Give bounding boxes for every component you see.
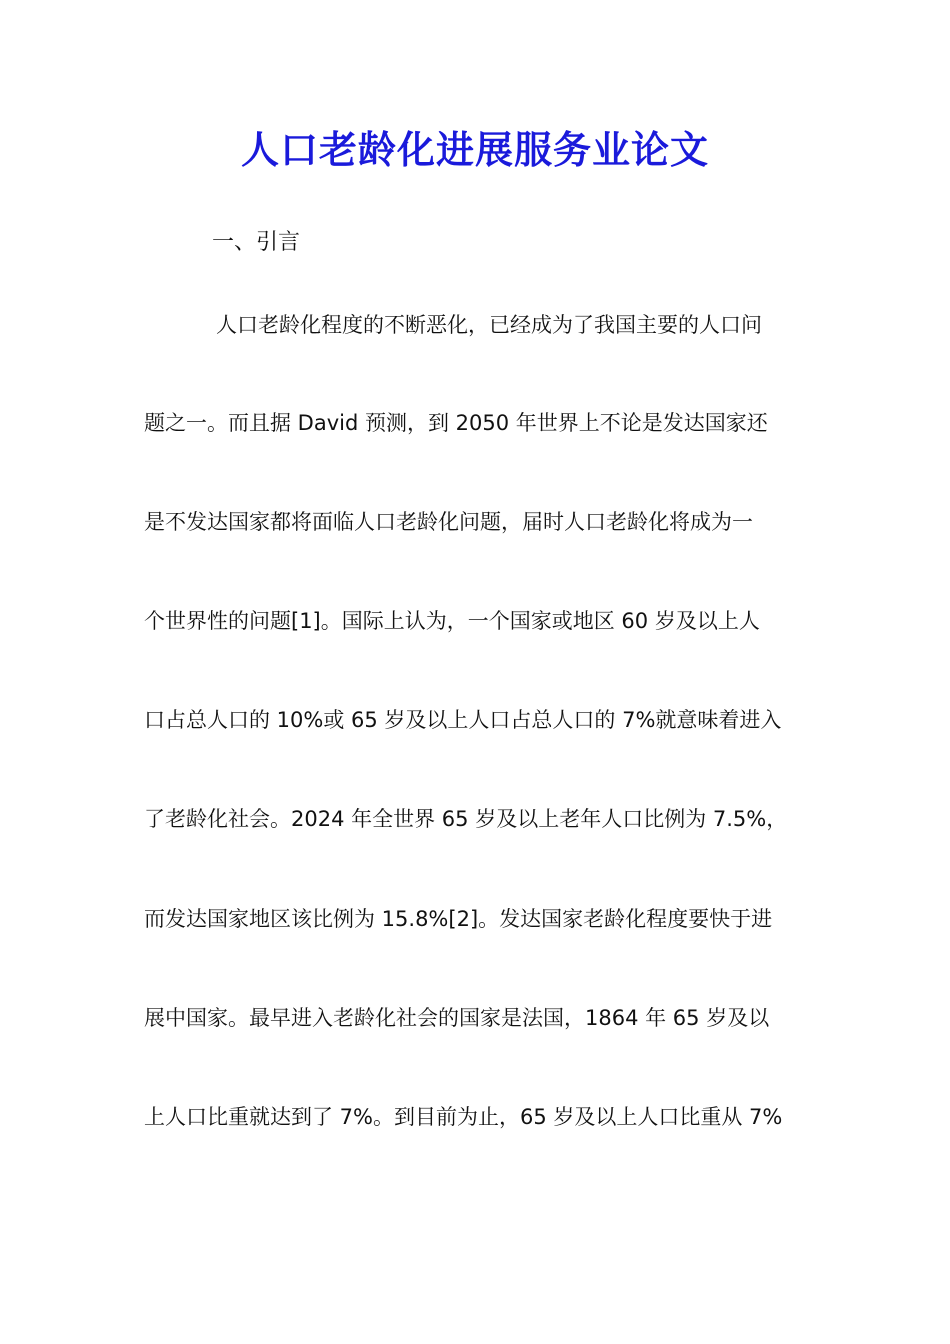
paragraph-line-8: 展中国家。最早进入老龄化社会的国家是法国，1864 年 65 岁及以 (144, 1006, 770, 1030)
paragraph-line-6: 了老龄化社会。2024 年全世界 65 岁及以上老年人口比例为 7.5%， (144, 807, 788, 831)
paragraph-line-4: 个世界性的问题[1]。国际上认为，一个国家或地区 60 岁及以上人 (144, 609, 760, 633)
paragraph-line-5: 口占总人口的 10%或 65 岁及以上人口占总人口的 7%就意味着进入 (144, 708, 782, 732)
paragraph-line-9: 上人口比重就达到了 7%。到目前为止，65 岁及以上人口比重从 7% (144, 1105, 783, 1129)
paragraph-line-2: 题之一。而且据 David 预测，到 2050 年世界上不论是发达国家还 (144, 411, 768, 435)
paragraph-line-3: 是不发达国家都将面临人口老龄化问题，届时人口老龄化将成为一 (144, 510, 753, 534)
paragraph-line-7: 而发达国家地区该比例为 15.8%[2]。发达国家老龄化程度要快于进 (144, 907, 773, 931)
paragraph-line-1: 人口老龄化程度的不断恶化，已经成为了我国主要的人口问 (216, 313, 762, 337)
section-heading: 一、引言 (212, 230, 301, 255)
document-title: 人口老龄化进展服务业论文 (240, 127, 709, 172)
